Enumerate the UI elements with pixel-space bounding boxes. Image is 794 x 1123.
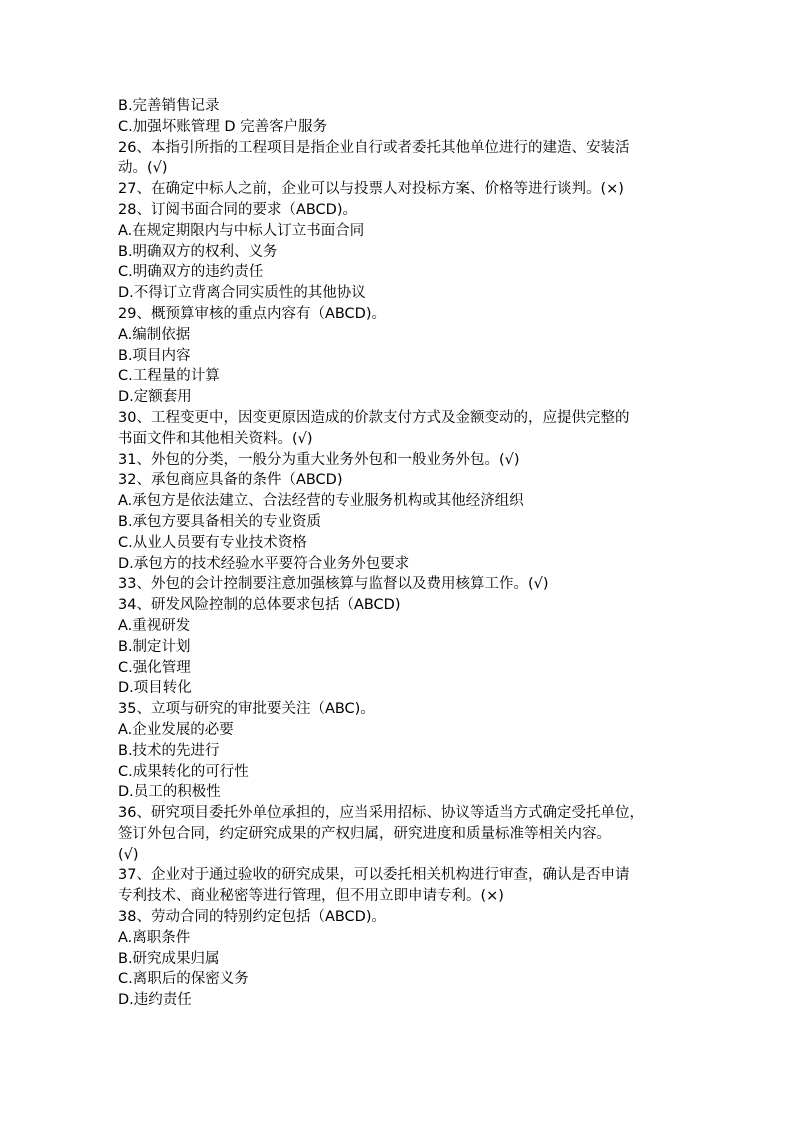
text-line: C.离职后的保密义务 <box>118 971 249 988</box>
text-line: A.离职条件 <box>118 929 191 946</box>
text-line: 35、立项与研究的审批要关注（ABC)。 <box>118 701 375 718</box>
text-line: 34、研发风险控制的总体要求包括（ABCD) <box>118 597 401 614</box>
text-line: 30、工程变更中，因变更原因造成的价款支付方式及金额变动的，应提供完整的 <box>118 409 630 426</box>
text-line: A.重视研发 <box>118 617 191 634</box>
text-line: 26、本指引所指的工程项目是指企业自行或者委托其他单位进行的建造、安装活 <box>118 139 630 156</box>
text-line: D.员工的积极性 <box>118 784 221 801</box>
text-line: B.明确双方的权利、义务 <box>118 243 278 260</box>
text-line: A.承包方是依法建立、合法经营的专业服务机构或其他经济组织 <box>118 493 524 510</box>
text-line: B.制定计划 <box>118 638 191 655</box>
text-line: 33、外包的会计控制要注意加强核算与监督以及费用核算工作。(√) <box>118 576 549 593</box>
text-line: B.项目内容 <box>118 347 191 364</box>
text-line: D.不得订立背离合同实质性的其他协议 <box>118 285 366 302</box>
text-line: C.强化管理 <box>118 659 191 676</box>
text-line: 36、研究项目委托外单位承担的，应当采用招标、协议等适当方式确定受托单位， <box>118 805 644 822</box>
text-line: C.成果转化的可行性 <box>118 763 249 780</box>
text-line: A.编制依据 <box>118 326 191 343</box>
text-line: C.明确双方的违约责任 <box>118 264 264 281</box>
text-line: D.项目转化 <box>118 680 192 697</box>
text-line: 专利技术、商业秘密等进行管理，但不用立即申请专利。(×) <box>118 888 504 905</box>
text-line: A.企业发展的必要 <box>118 721 234 738</box>
text-line: 签订外包合同，约定研究成果的产权归属，研究进度和质量标准等相关内容。 <box>118 825 611 842</box>
text-line: 27、在确定中标人之前，企业可以与投票人对投标方案、价格等进行谈判。(×) <box>118 181 624 198</box>
text-line: (√) <box>118 846 139 863</box>
text-line: B.完善销售记录 <box>118 98 220 114</box>
text-line: C.从业人员要有专业技术资格 <box>118 534 307 551</box>
text-line: D.承包方的技术经验水平要符合业务外包要求 <box>118 555 410 572</box>
text-line: C.工程量的计算 <box>118 368 220 385</box>
text-line: B.研究成果归属 <box>118 950 220 967</box>
text-line: 32、承包商应具备的条件（ABCD) <box>118 472 343 489</box>
text-line: 书面文件和其他相关资料。(√) <box>118 430 313 447</box>
text-line: A.在规定期限内与中标人订立书面合同 <box>118 222 365 239</box>
text-line: 28、订阅书面合同的要求（ABCD)。 <box>118 201 358 218</box>
text-line: 29、概预算审核的重点内容有（ABCD)。 <box>118 305 387 322</box>
text-line: B.技术的先进行 <box>118 742 220 759</box>
text-line: B.承包方要具备相关的专业资质 <box>118 513 322 530</box>
text-line: 31、外包的分类，一般分为重大业务外包和一般业务外包。(√) <box>118 451 520 468</box>
text-line: C.加强坏账管理 D 完善客户服务 <box>118 118 328 135</box>
text-line: 38、劳动合同的特别约定包括（ABCD)。 <box>118 909 387 926</box>
text-line: 动。(√) <box>118 160 168 177</box>
text-line: D.违约责任 <box>118 992 192 1009</box>
text-line: 37、企业对于通过验收的研究成果，可以委托相关机构进行审查，确认是否申请 <box>118 867 630 884</box>
document-body <box>118 96 680 1011</box>
text-line: D.定额套用 <box>118 389 192 406</box>
